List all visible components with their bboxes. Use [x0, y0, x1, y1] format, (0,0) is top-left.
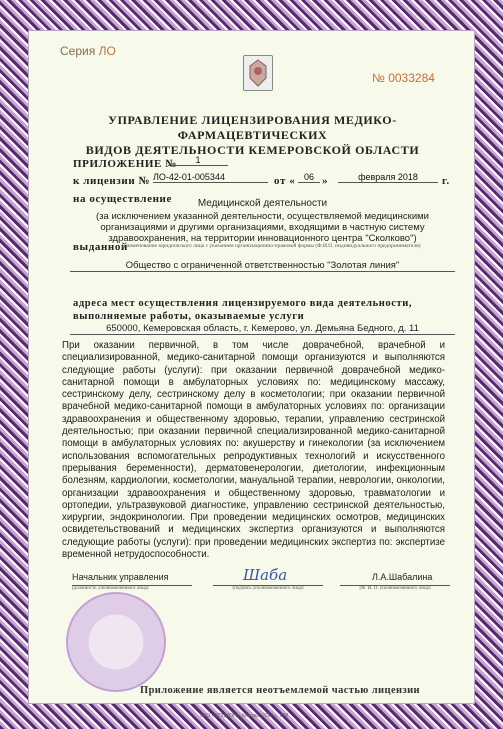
- services-text: При оказании первичной, в том числе доврачебной, врачебной и специализированной, медико-санитарной помощи организуются и выполняются следующие работы (услуги): при оказании первичной доврачебной медико-санитарной помощи в амбулаторных условиях по: медицинскому массажу, сестринскому делу, сестринскому делу в косметологии; при оказании первичной врачебной медико-санитарной помощи в амбулаторных условиях по: организации здравоохранения и общественному здоровью, терапии, управлению сестринской деятельностью; при оказании первичной специализированной медико-санитарной помощи в амбулаторных условиях по: акушерству и гинекологии (за исключением использования вспомогательных репродуктивных технологий и искусственного прерывания беременности), дерматовенерологии, диетологии, инфекционным болезням, кардиологии, косметологии, мануальной терапии, неврологии, онкологии, организации здравоохранения и общественному здоровью, травматологии и ортопедии, ультразвуковой диагностике, управлению сестринской деятельностью, хирургии, эндокринологии. При проведении медицинских осмотров, медицинских освидетельствований и медицинских экспертиз организуются и выполняются следующие работы (услуги): при проведении медицинских экспертиз по: экспертизе временной нетрудоспособности.: [62, 340, 445, 561]
- position-caption: (должность уполномоченного лица): [72, 585, 192, 591]
- license-from-label: от «: [274, 175, 296, 187]
- authority-title: УПРАВЛЕНИЕ ЛИЦЕНЗИРОВАНИЯ МЕДИКО-ФАРМАЦЕВТИЧЕСКИХ ВИДОВ ДЕЯТЕЛЬНОСТИ КЕМЕРОВСКОЙ ОБЛАСТИ: [85, 113, 420, 157]
- activity-note: (за исключением указанной деятельности, осуществляемой медицинскими организациями и другими организациями, входящими в частную систему здравоохранения, на территории инновационного центра "Сколково"): [96, 211, 429, 244]
- issued-label: выданной: [73, 241, 128, 253]
- coat-of-arms-icon: [243, 55, 273, 91]
- signatory-position: Начальник управления: [72, 572, 169, 582]
- issued-caption: (наименование юридического лица с указанием организационно-правовой формы (Ф.И.О. индивидуального предпринимателя): [122, 243, 421, 249]
- organization-name: Общество с ограниченной ответственностью "Золотая линия": [70, 260, 455, 272]
- print-info: ЗАО «ОПЦИОН», Москва, 2017 г., 3/М: [200, 713, 289, 719]
- address-label: адреса мест осуществления лицензируемого вида деятельности, выполняемые работы, оказываемые услуги: [73, 298, 413, 322]
- license-number: ЛО-42-01-005344: [153, 172, 268, 183]
- name-caption: (Ф. И. О. уполномоченного лица): [340, 585, 450, 591]
- license-day-close: »: [322, 175, 329, 187]
- signatory-name: Л.А.Шабалина: [372, 572, 433, 582]
- appendix-label: ПРИЛОЖЕНИЕ №: [73, 158, 177, 170]
- address-value: 650000, Кемеровская область, г. Кемерово, ул. Демьяна Бедного, д. 11: [70, 323, 455, 335]
- license-day: 06: [298, 172, 320, 183]
- license-month-year: февраля 2018: [338, 172, 438, 183]
- series-label: Серия ЛО: [60, 44, 116, 58]
- series-code: ЛО: [98, 44, 116, 58]
- license-prefix: к лицензии №: [73, 175, 151, 187]
- document-number: № 0033284: [372, 71, 435, 85]
- official-seal-icon: [66, 592, 166, 692]
- activity-title: Медицинской деятельности: [197, 198, 328, 209]
- signature-mark: Шаба: [243, 566, 288, 584]
- appendix-number: 1: [168, 155, 228, 166]
- signature-caption: (подпись уполномоченного лица): [213, 585, 323, 591]
- license-year-suffix: г.: [442, 175, 450, 187]
- activity-label: на осуществление: [73, 193, 172, 205]
- footer-note: Приложение является неотъемлемой частью лицензии: [140, 685, 420, 696]
